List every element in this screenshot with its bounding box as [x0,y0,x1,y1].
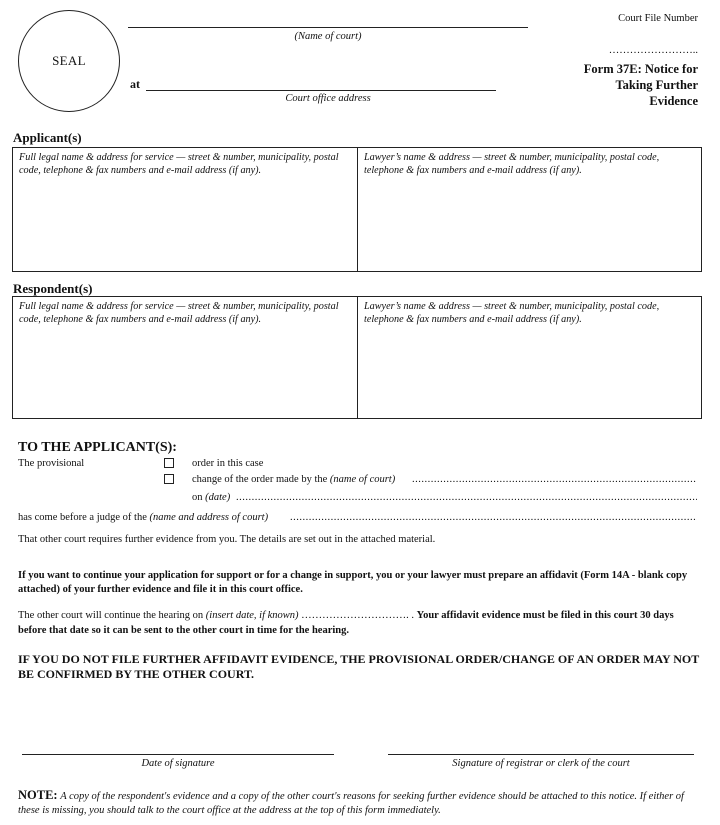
affidavit-instructions: If you want to continue your application for support or for a change in support, you or your lawyer must prepare an affidavit (Form 14A - blank copy attached) of your further evidence and file it in this court office. [18,570,688,595]
provisional-label: The provisional [18,458,85,469]
applicant-name-cell[interactable]: Full legal name & address for service — street & number, municipality, postal code, telephone & fax numbers and e-mail address (if any). [13,148,358,271]
hearing-paragraph [18,608,702,638]
applicants-heading: Applicant(s) [13,130,82,145]
at-label: at [130,77,140,91]
order-checkbox[interactable] [164,458,174,468]
respondents-heading: Respondent(s) [13,281,93,296]
form-title-line3: Evidence [649,94,698,108]
court-address-line[interactable] [146,90,496,91]
change-order-checkbox[interactable] [164,474,174,484]
further-evidence-text: That other court requires further evidence from you. The details are set out in the attached material. [18,534,436,545]
seal-circle [18,10,120,112]
warning-text: IF YOU DO NOT FILE FURTHER AFFIDAVIT EVIDENCE, THE PROVISIONAL ORDER/CHANGE OF AN ORDER MAY NOT BE CONFIRMED BY THE OTHER COURT. [18,652,700,681]
to-applicant-heading: TO THE APPLICANT(S): [18,440,177,455]
order-option-label: order in this case [192,458,264,469]
change-order-italic: (name of court) [329,474,396,485]
seal-label: SEAL [52,53,86,68]
respondents-table [12,296,702,419]
hearing-date-field[interactable]: …………………………. . [301,610,415,621]
date-signature-line[interactable] [22,754,334,755]
form-title-line2: Taking Further [615,78,698,92]
on-italic: (date) [205,492,231,503]
applicant-lawyer-cell[interactable]: Lawyer’s name & address — street & number, municipality, postal code, telephone & fax numbers and e-mail address (if any). [364,152,660,176]
registrar-signature-label: Signature of registrar or clerk of the court [452,758,630,769]
change-order-label [192,474,395,485]
hearing-bold: Your affidavit evidence must be filed in this court 30 days before that date so it can be sent to the other court in time for the hearing. [18,610,674,636]
date-signature-label: Date of signature [141,758,215,769]
court-name-line[interactable] [128,27,528,28]
judge-label [18,512,268,523]
court-name-caption: (Name of court) [294,31,362,42]
note-text: A copy of the respondent's evidence and a copy of the other court's reasons for seeking further evidence should be attached to this notice. If either of these is missing, you should talk to the court office at the address at the top of this form immediately. [18,791,684,816]
form-title-line1: Form 37E: Notice for [583,62,698,76]
change-order-prefix: change of the order made by the [192,474,328,485]
court-file-number-field[interactable]: …………………….. [608,45,698,56]
hearing-italic: (insert date, if known) [205,610,299,621]
court-address-caption: Court office address [285,93,371,104]
on-prefix: on [192,492,203,503]
registrar-signature-line[interactable] [388,754,694,755]
applicants-table [12,147,702,272]
respondent-name-cell[interactable]: Full legal name & address for service — street & number, municipality, postal code, telephone & fax numbers and e-mail address (if any). [13,297,358,418]
note-label: NOTE: [18,788,58,802]
respondent-lawyer-cell[interactable]: Lawyer’s name & address — street & number, municipality, postal code, telephone & fax numbers and e-mail address (if any). [364,301,660,325]
form-title [584,61,698,109]
note-paragraph [18,788,704,818]
judge-court-field[interactable] [290,512,697,523]
on-date-label [192,492,230,503]
judge-italic: (name and address of court) [149,512,269,523]
court-file-number-label: Court File Number [618,13,698,24]
change-order-court-field[interactable] [412,474,697,485]
on-date-field[interactable] [236,492,697,503]
judge-prefix: has come before a judge of the [18,512,147,523]
hearing-prefix: The other court will continue the hearing on [18,610,204,621]
